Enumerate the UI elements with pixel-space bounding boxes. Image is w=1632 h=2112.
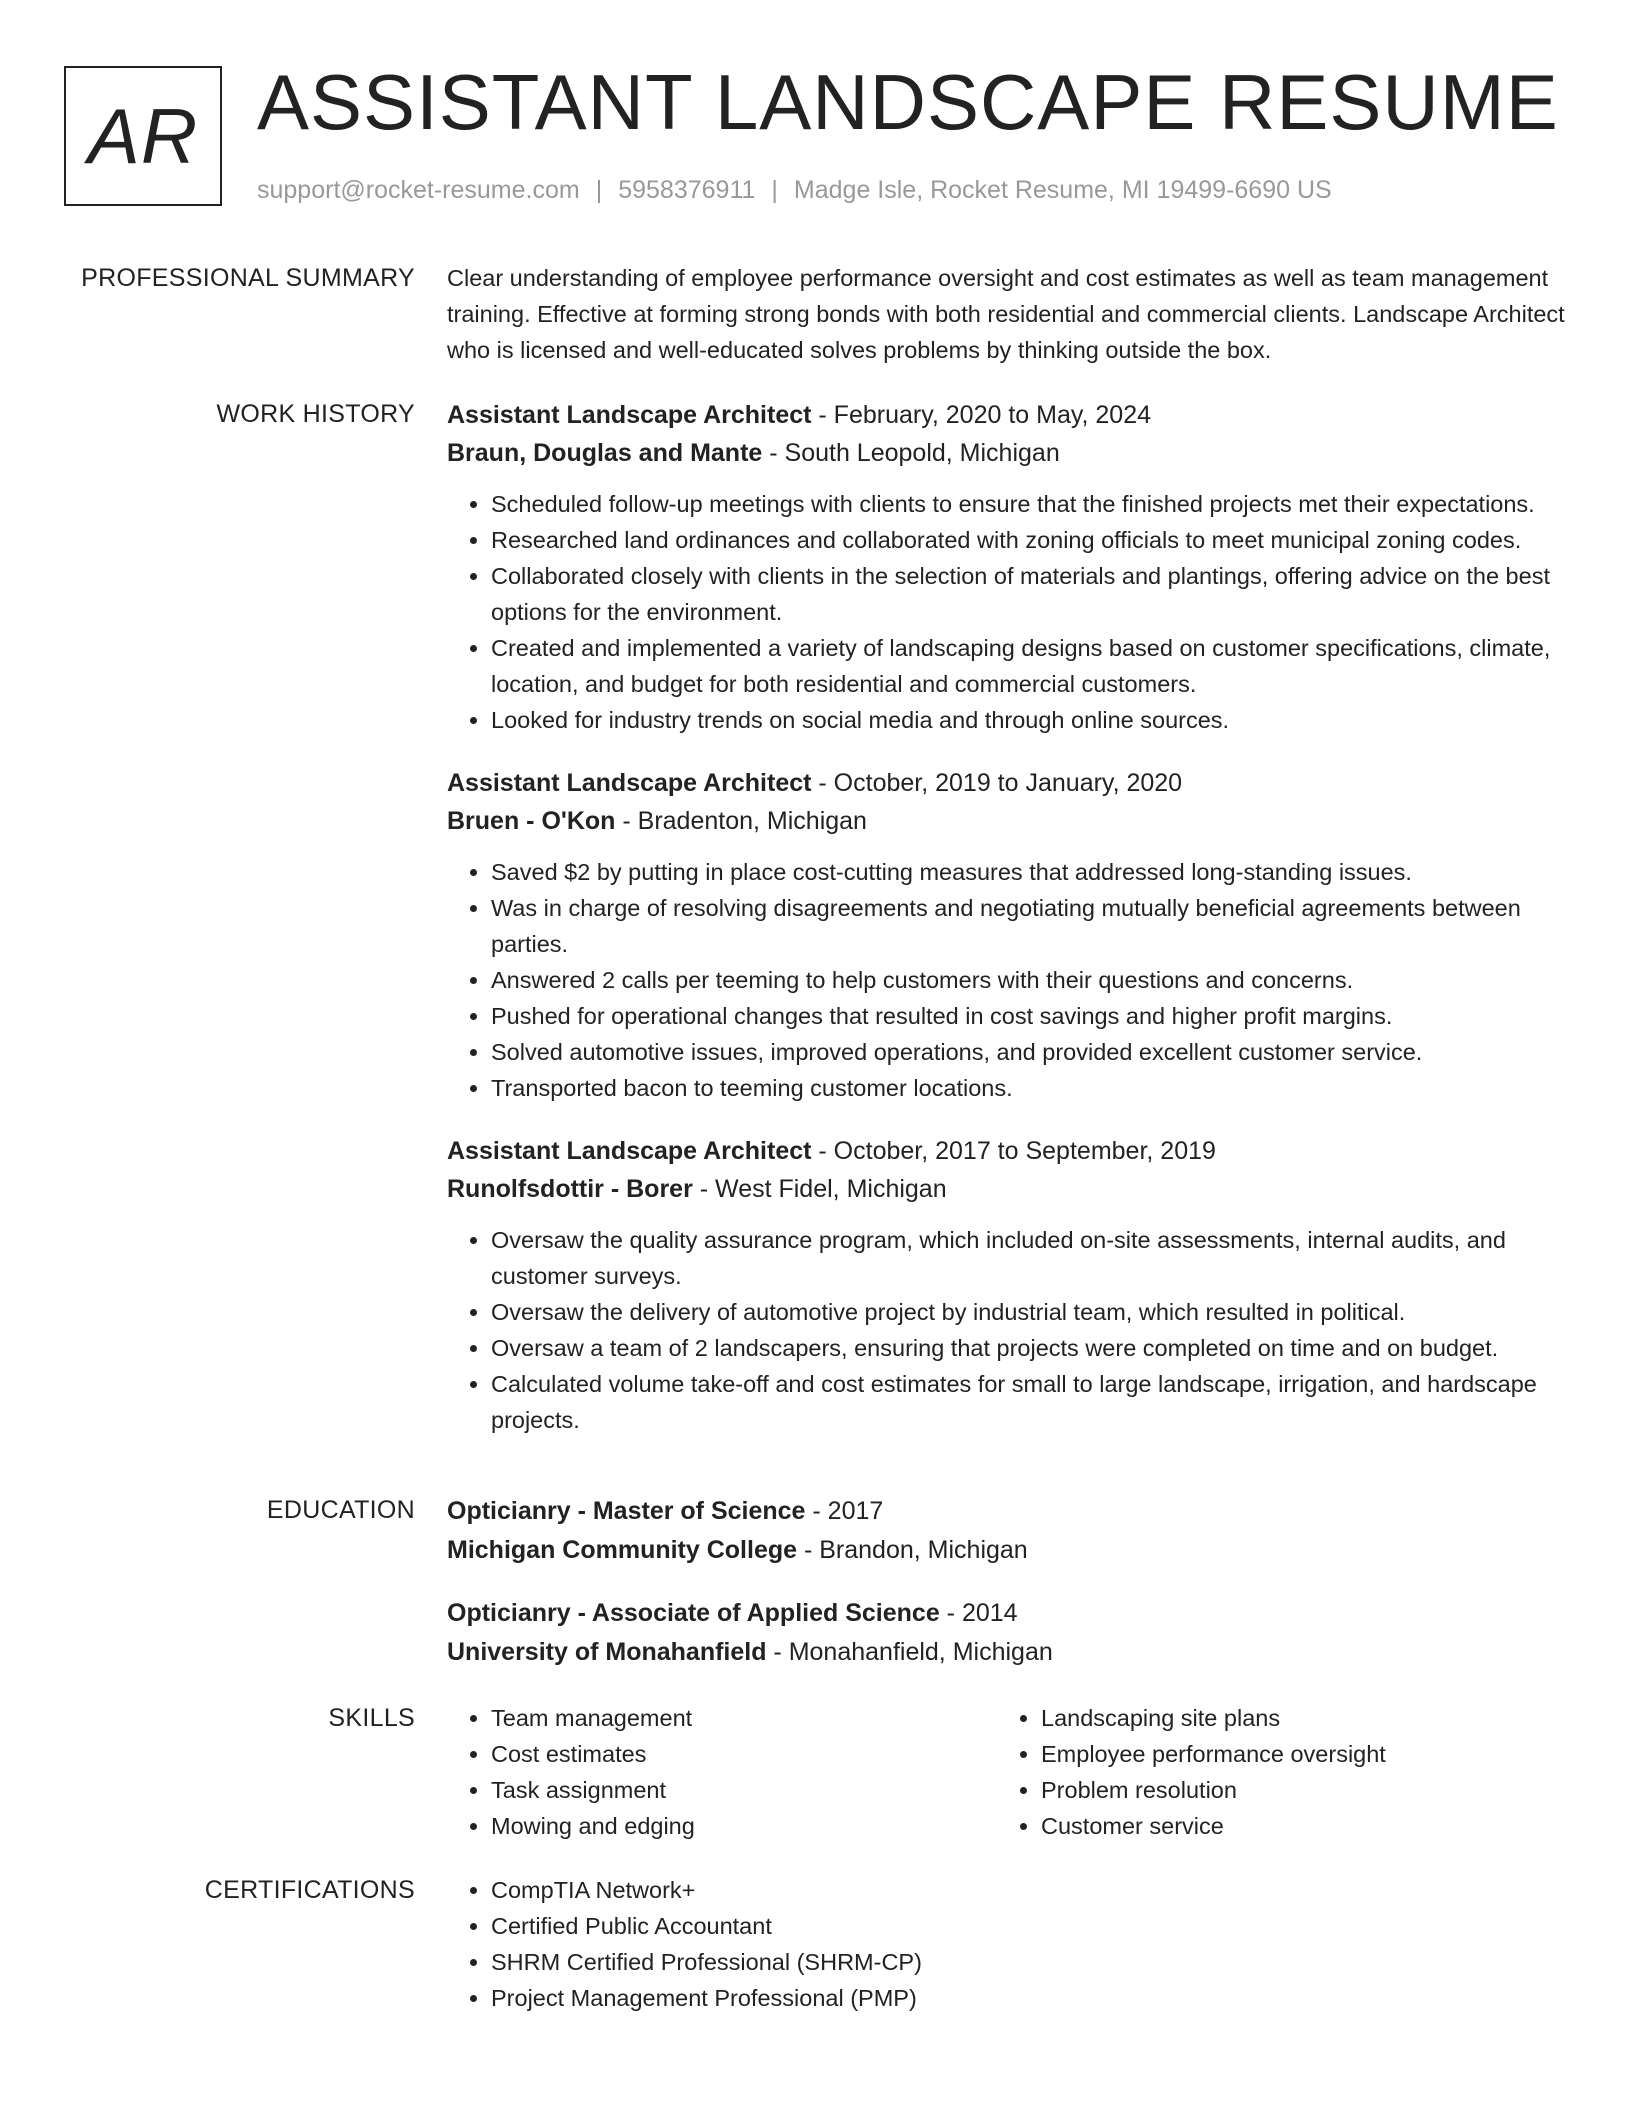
job-title: Assistant Landscape Architect (447, 401, 812, 429)
job-bullet: • Was in charge of resolving disagreements and negotiating mutually beneficial agreements between parties. (491, 890, 1572, 962)
section-body (447, 396, 1572, 1464)
job-bullet: • Oversaw the delivery of automotive project by industrial team, which resulted in political. (491, 1294, 1572, 1330)
job-company-line (447, 1170, 1572, 1208)
job-title-line (447, 764, 1572, 802)
education-degree-line (447, 1492, 1572, 1531)
job-company-line (447, 802, 1572, 840)
section-label: SKILLS (328, 1704, 415, 1732)
monogram-initials: AR (87, 91, 199, 180)
job-bullet: • Oversaw a team of 2 landscapers, ensuring that projects were completed on time and on budget. (491, 1330, 1572, 1366)
contact-line (257, 176, 1332, 205)
certification-item: • CompTIA Network+ (491, 1872, 1572, 1908)
education-location: - Brandon, Michigan (797, 1536, 1028, 1564)
job-bullet: • Solved automotive issues, improved operations, and provided excellent customer service. (491, 1034, 1572, 1070)
job-company: Runolfsdottir - Borer (447, 1175, 693, 1203)
job-company: Bruen - O'Kon (447, 807, 616, 835)
certifications-list (447, 1872, 1572, 2016)
job-bullet: • Looked for industry trends on social media and through online sources. (491, 702, 1572, 738)
resume-sections (0, 260, 1632, 2044)
skill-item: • Mowing and edging (491, 1808, 997, 1844)
certification-item: • Certified Public Accountant (491, 1908, 1572, 1944)
education-degree: Opticianry - Associate of Applied Science (447, 1599, 940, 1627)
job-bullet: • Saved $2 by putting in place cost-cutting measures that addressed long-standing issues. (491, 854, 1572, 890)
contact-separator: | (595, 176, 603, 204)
section-work-history (0, 396, 1632, 1464)
job-company: Braun, Douglas and Mante (447, 439, 763, 467)
section-skills (0, 1700, 1632, 1844)
skill-item: • Cost estimates (491, 1736, 997, 1772)
section-body (447, 1492, 1572, 1672)
education-school: University of Monahanfield (447, 1638, 767, 1666)
education-school-line (447, 1531, 1572, 1570)
skill-item: • Customer service (1041, 1808, 1547, 1844)
job-dates: - February, 2020 to May, 2024 (811, 401, 1151, 429)
job-bullet: • Answered 2 calls per teeming to help customers with their questions and concerns. (491, 962, 1572, 998)
section-label: PROFESSIONAL SUMMARY (81, 264, 415, 292)
certification-item: • Project Management Professional (PMP) (491, 1980, 1572, 2016)
job-bullets (447, 1222, 1572, 1438)
job-bullets (447, 486, 1572, 738)
education-year: - 2014 (939, 1599, 1018, 1627)
skill-item: • Problem resolution (1041, 1772, 1547, 1808)
education-entry (447, 1594, 1572, 1672)
job-location: - West Fidel, Michigan (692, 1175, 947, 1203)
monogram-box (64, 66, 222, 206)
job-bullet: • Calculated volume take-off and cost estimates for small to large landscape, irrigation, and hardscape projects. (491, 1366, 1572, 1438)
job-title: Assistant Landscape Architect (447, 769, 812, 797)
section-body (447, 1700, 1572, 1844)
job-dates: - October, 2017 to September, 2019 (811, 1137, 1216, 1165)
section-education (0, 1492, 1632, 1672)
job-title-line (447, 1132, 1572, 1170)
job-location: - Bradenton, Michigan (615, 807, 867, 835)
education-degree: Opticianry - Master of Science (447, 1497, 806, 1525)
section-summary (0, 260, 1632, 368)
section-label: EDUCATION (266, 1496, 415, 1524)
education-entry (447, 1492, 1572, 1570)
job-title-line (447, 396, 1572, 434)
contact-separator: | (771, 176, 778, 204)
job-bullet: • Researched land ordinances and collaborated with zoning officials to meet municipal zoning codes. (491, 522, 1572, 558)
skills-column-right (997, 1700, 1547, 1844)
job-company-line (447, 434, 1572, 472)
skill-item: • Task assignment (491, 1772, 997, 1808)
education-location: - Monahanfield, Michigan (766, 1638, 1053, 1666)
job-bullets (447, 854, 1572, 1106)
section-certifications (0, 1872, 1632, 2016)
job-dates: - October, 2019 to January, 2020 (811, 769, 1183, 797)
education-school-line (447, 1633, 1572, 1672)
job-title: Assistant Landscape Architect (447, 1137, 812, 1165)
job-bullet: • Transported bacon to teeming customer locations. (491, 1070, 1572, 1106)
contact-address: Madge Isle, Rocket Resume, MI 19499-6690 US (793, 176, 1332, 204)
job-bullet: • Oversaw the quality assurance program, which included on-site assessments, internal audits, and customer surveys. (491, 1222, 1572, 1294)
job-entry (447, 396, 1572, 738)
summary-text: Clear understanding of employee performance oversight and cost estimates as well as team management training. Effective at forming strong bonds with both residential and commercial clients. Landscape Architect who is licensed and well-educated solves problems by thinking outside the box. (447, 265, 1565, 363)
section-label: CERTIFICATIONS (204, 1876, 415, 1904)
education-school: Michigan Community College (447, 1536, 798, 1564)
skill-item: • Employee performance oversight (1041, 1736, 1547, 1772)
education-year: - 2017 (805, 1497, 884, 1525)
skill-item: • Landscaping site plans (1041, 1700, 1547, 1736)
job-entry (447, 764, 1572, 1106)
job-entry (447, 1132, 1572, 1438)
contact-email: support@rocket-resume.com (257, 176, 580, 204)
skills-column-left (447, 1700, 997, 1844)
section-body (447, 1872, 1572, 2016)
job-bullet: • Pushed for operational changes that resulted in cost savings and higher profit margins. (491, 998, 1572, 1034)
job-bullet: • Collaborated closely with clients in the selection of materials and plantings, offering advice on the best options for the environment. (491, 558, 1572, 630)
contact-phone: 5958376911 (618, 176, 756, 204)
job-bullet: • Created and implemented a variety of landscaping designs based on customer specifications, climate, location, and budget for both residential and commercial customers. (491, 630, 1572, 702)
job-bullet: • Scheduled follow-up meetings with clients to ensure that the finished projects met their expectations. (491, 486, 1572, 522)
section-label: WORK HISTORY (216, 400, 415, 428)
resume-title: ASSISTANT LANDSCAPE RESUME (257, 58, 1559, 146)
section-body (447, 260, 1572, 368)
job-location: - South Leopold, Michigan (762, 439, 1060, 467)
certification-item: • SHRM Certified Professional (SHRM-CP) (491, 1944, 1572, 1980)
skills-grid (447, 1700, 1572, 1844)
skill-item: • Team management (491, 1700, 997, 1736)
education-degree-line (447, 1594, 1572, 1633)
